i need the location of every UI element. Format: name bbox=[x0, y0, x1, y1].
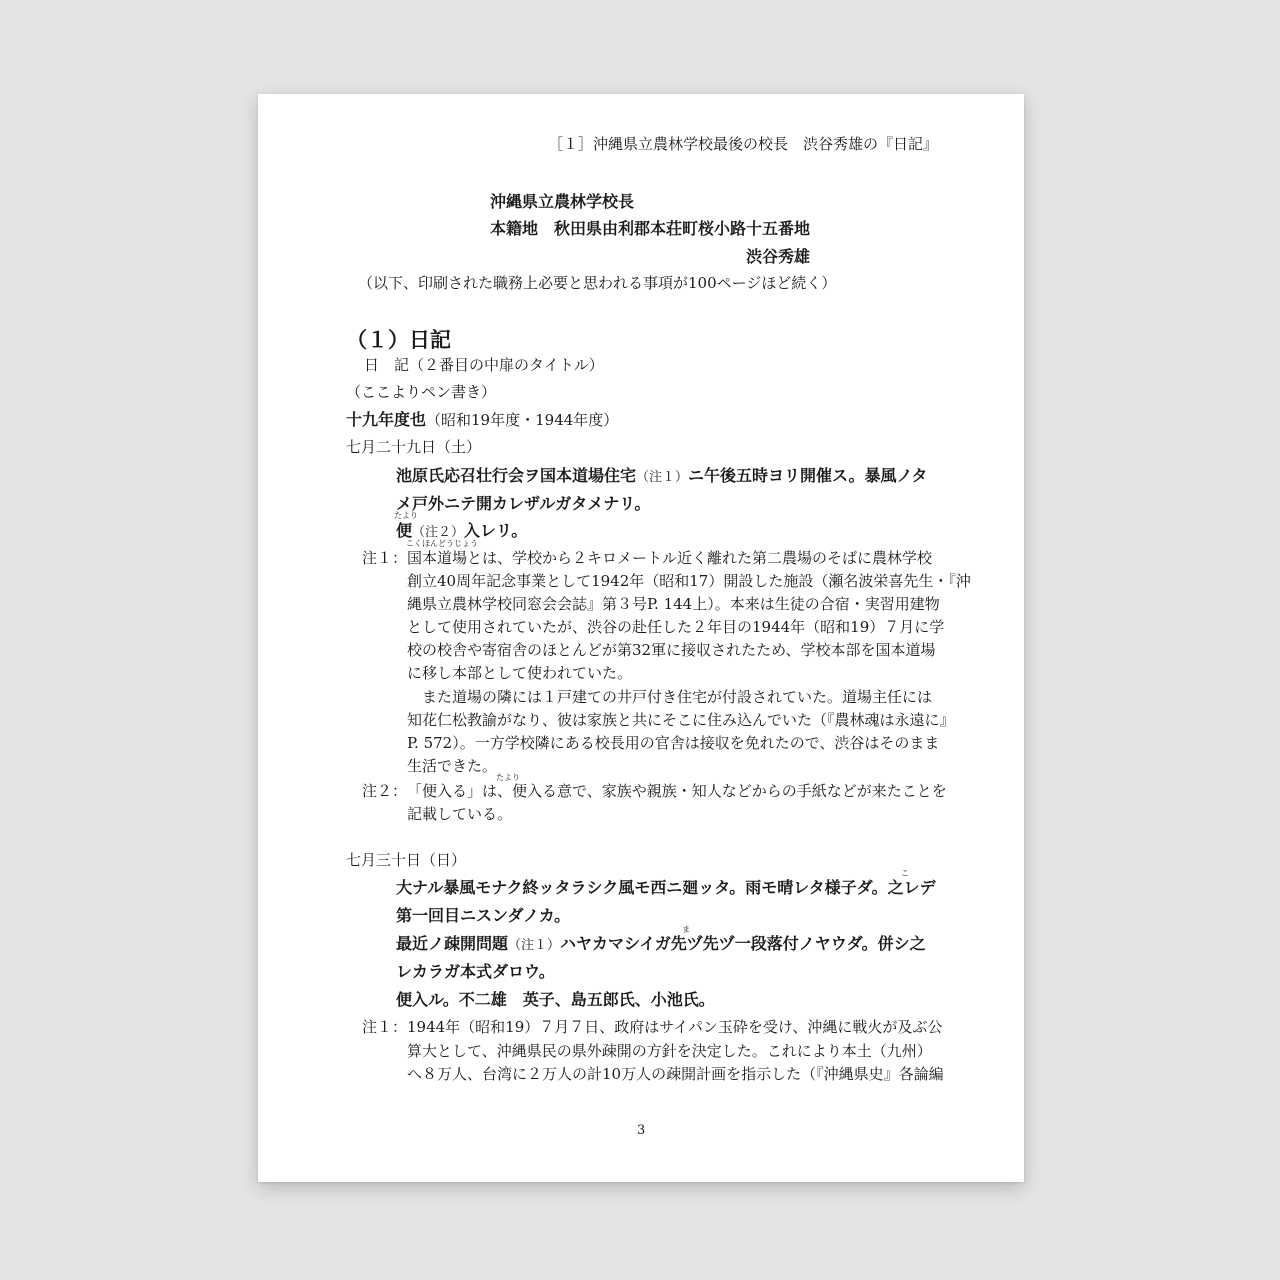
domicile-line: 本籍地 秋田県由利郡本荘町桜小路十五番地 bbox=[490, 219, 811, 238]
note-ref: （注２） bbox=[412, 525, 465, 540]
document-page bbox=[258, 94, 1024, 1182]
entry-line: 最近ノ疎開問題（注１）ハヤカマシイガ先ヅ先ヅ一段落付ノヤウダ。併シ之 bbox=[396, 934, 926, 953]
note-line: へ８万人、台湾に２万人の計10万人の疎開計画を指示した（『沖縄県史』各論編 bbox=[407, 1065, 944, 1083]
entry-line: レカラガ本式ダロウ。 bbox=[396, 962, 555, 981]
running-header: ［１］沖縄県立農林学校最後の校長 渋谷秀雄の『日記』 bbox=[547, 135, 938, 153]
note-line: 算大として、沖縄県民の県外疎開の方針を決定した。これにより本土（九州） bbox=[407, 1042, 932, 1060]
entry-date: 七月二十九日（土） bbox=[346, 438, 482, 456]
note-line: 1944年（昭和19）７月７日、政府はサイパン玉砕を受け、沖縄に戦火が及ぶ公 bbox=[407, 1018, 943, 1036]
fiscal-year-label: 十九年度也 bbox=[346, 410, 427, 429]
note-ref: （注１） bbox=[508, 938, 561, 953]
note-line: 「便入る」は、便入る意で、家族や親族・知人などからの手紙などが来たことを bbox=[407, 782, 947, 800]
entry-line: 便入ル。不二雄 英子、島五郎氏、小池氏。 bbox=[396, 990, 715, 1009]
note-label: 注２： bbox=[362, 782, 408, 800]
entry-date: 七月三十日（日） bbox=[346, 851, 467, 869]
note-ref: （注１） bbox=[636, 470, 689, 485]
entry-line: 第一回目ニスンダノカ。 bbox=[396, 906, 571, 925]
ruby-text: こくほんどうじょう bbox=[406, 539, 478, 548]
note-line: また道場の隣には１戸建ての井戸付き住宅が付設されていた。道場主任には bbox=[407, 688, 933, 706]
entry-line: 便（注２）入レリ。 bbox=[396, 521, 528, 540]
printed-note: （以下、印刷された職務上必要と思われる事項が100ページほど続く） bbox=[358, 274, 837, 292]
page-number: 3 bbox=[637, 1123, 646, 1138]
note-line: に移し本部として使われていた。 bbox=[407, 664, 633, 682]
ruby-text: こ bbox=[901, 869, 909, 878]
note-line: 校の校舎や寄宿舎のほとんどが第32軍に接収されたため、学校本部を国本道場 bbox=[407, 641, 936, 659]
author-name: 渋谷秀雄 bbox=[746, 247, 811, 266]
note-line: 生活できた。 bbox=[407, 757, 498, 775]
note-line: 創立40周年記念事業として1942年（昭和17）開設した施設（瀬名波栄喜先生・『沖 bbox=[407, 572, 971, 590]
ruby-text: たより bbox=[496, 773, 520, 782]
note-label: 注１： bbox=[362, 549, 408, 567]
fiscal-year bbox=[346, 412, 618, 428]
note-line: P. 572）。一方学校隣にある校長用の官舎は接収を免れたので、渋谷はそのまま bbox=[407, 734, 940, 752]
entry-line: 池原氏応召壮行会ヲ国本道場住宅（注１）ニ午後五時ヨリ開催ス。暴風ノタ bbox=[396, 466, 928, 485]
entry-line: 大ナル暴風モナク終ッタラシク風モ西ニ廻ッタ。雨モ晴レタ様子ダ。之レデ bbox=[396, 878, 936, 897]
note-line: 記載している。 bbox=[407, 805, 513, 823]
note-label: 注１： bbox=[362, 1018, 408, 1036]
ruby-text: たより bbox=[394, 511, 418, 520]
note-line: 知花仁松教諭がなり、彼は家族と共にそこに住み込んでいた（『農林魂は永遠に』 bbox=[407, 711, 955, 729]
section-subtitle: 日 記（２番目の中扉のタイトル） bbox=[364, 356, 604, 374]
note-line: として使用されていたが、渋谷の赴任した２年目の1944年（昭和19）７月に学 bbox=[407, 618, 945, 636]
note-line: 国本道場とは、学校から２キロメートル近く離れた第二農場のそばに農林学校 bbox=[407, 549, 933, 567]
entry-line: メ戸外ニテ開カレザルガタメナリ。 bbox=[396, 494, 651, 513]
pen-note: （ここよりペン書き） bbox=[346, 383, 497, 401]
section-heading: （１）日記 bbox=[346, 328, 451, 352]
school-title: 沖縄県立農林学校長 bbox=[490, 192, 635, 211]
ruby-text: ま bbox=[682, 925, 690, 934]
fiscal-year-note: （昭和19年度・1944年度） bbox=[426, 411, 619, 429]
note-line: 縄県立農林学校同窓会会誌』第３号P. 144上）。本来は生徒の合宿・実習用建物 bbox=[407, 595, 940, 613]
